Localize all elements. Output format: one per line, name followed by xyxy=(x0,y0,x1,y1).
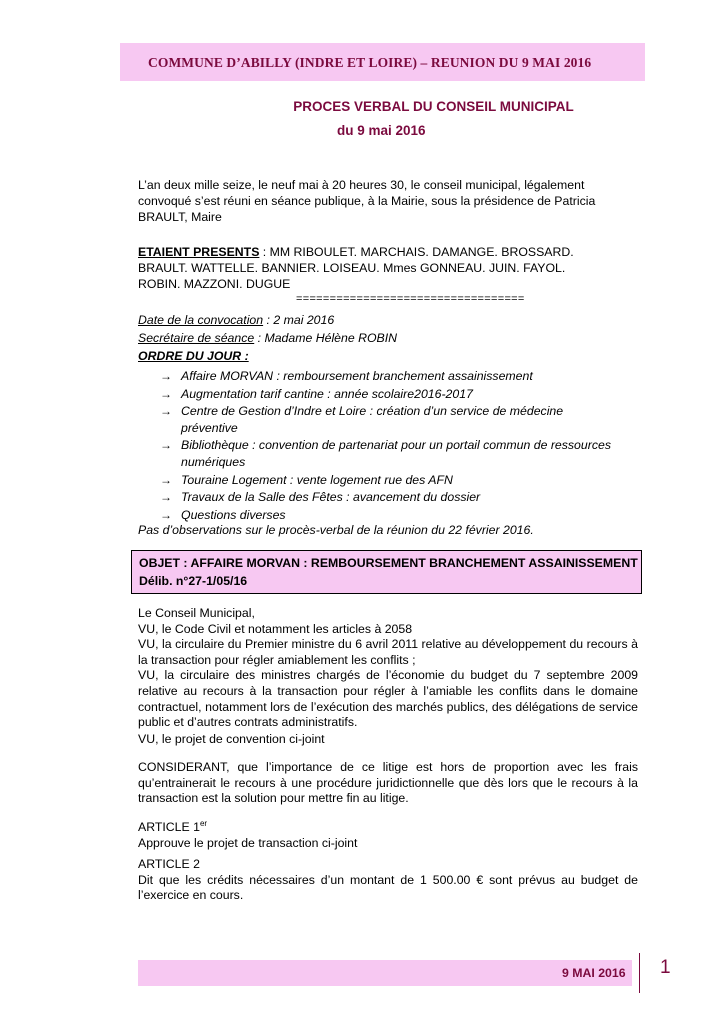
presents-label: ETAIENT PRESENTS xyxy=(138,245,260,259)
arrow-right-icon: → xyxy=(160,404,172,419)
arrow-right-icon: → xyxy=(160,438,172,453)
list-item: → Questions diverses xyxy=(160,507,286,522)
intro-paragraph: L’an deux mille seize, le neuf mai à 20 heures 30, le conseil municipal, légalement convoqué s’est réuni en séance publique, à la Mairie, sous la présidence de Patricia BRAULT, Maire xyxy=(138,178,596,225)
article-1 xyxy=(138,816,638,851)
convocation-line xyxy=(138,312,608,328)
arrow-right-icon: → xyxy=(160,490,172,505)
ordre-du-jour-label: ORDRE DU JOUR : xyxy=(138,349,249,363)
pv-date: du 9 mai 2016 xyxy=(337,123,426,138)
considerations-block xyxy=(138,606,638,731)
footer-date: 9 MAI 2016 xyxy=(562,966,626,980)
vu-convention: VU, le projet de convention ci-joint xyxy=(138,732,325,746)
convocation-value: : 2 mai 2016 xyxy=(263,313,335,327)
secretaire-label: Secrétaire de séance xyxy=(138,331,255,345)
article-1-heading: ARTICLE 1er xyxy=(138,819,208,835)
objet-title: OBJET : AFFAIRE MORVAN : REMBOURSEMENT BRANCHEMENT ASSAINISSEMENT xyxy=(139,556,638,570)
secretaire-value: : Madame Hélène ROBIN xyxy=(254,331,398,345)
presents-text: : MM RIBOULET. MARCHAIS. DAMANGE. BROSSARD. BRAULT. WATTELLE. BANNIER. LOISEAU. Mmes GONNEAU. JUIN. FAYOL. ROBIN. MAZZONI. DUGUE xyxy=(138,245,574,292)
arrow-right-icon: → xyxy=(160,472,172,487)
vu-line: VU, la circulaire du Premier ministre du 6 avril 2011 relative au développement du recours à la transaction pour régler amiablement les conflits ; xyxy=(138,637,638,667)
observations-text: Pas d’observations sur le procès-verbal de la réunion du 22 février 2016. xyxy=(138,523,534,537)
vu-line: VU, le Code Civil et notamment les articles à 2058 xyxy=(138,621,413,636)
deliberation-number: Délib. n°27-1/05/16 xyxy=(139,574,248,588)
list-item: → Touraine Logement : vente logement rue des AFN xyxy=(160,472,453,487)
arrow-right-icon: → xyxy=(160,369,172,383)
presents-paragraph xyxy=(138,244,608,293)
arrow-right-icon: → xyxy=(160,507,172,522)
list-item: → Centre de Gestion d’Indre et Loire : création d’un service de médecine préventive xyxy=(160,404,564,435)
footer-band xyxy=(138,960,632,986)
agenda-list xyxy=(160,368,620,524)
list-item: → Bibliothèque : convention de partenariat pour un portail commun de ressources numériques xyxy=(160,438,611,469)
article-2-heading: ARTICLE 2 xyxy=(138,857,200,871)
article-2 xyxy=(138,857,638,904)
list-item: → Augmentation tarif cantine : année scolaire2016-2017 xyxy=(160,386,473,401)
pv-title xyxy=(0,99,725,114)
secretaire-line xyxy=(138,330,608,346)
header-title: COMMUNE D’ABILLY (INDRE ET LOIRE) – REUNION DU 9 MAI 2016 xyxy=(148,55,592,70)
pv-title-text: PROCES VERBAL DU CONSEIL MUNICIPAL xyxy=(293,99,574,114)
objet-box xyxy=(131,550,642,594)
list-item: → Travaux de la Salle des Fêtes : avancement du dossier xyxy=(160,490,481,505)
conseil-line: Le Conseil Municipal, xyxy=(138,606,255,620)
article-1-text: Approuve le projet de transaction ci-joint xyxy=(138,835,358,850)
considerant-paragraph: CONSIDERANT, que l’importance de ce litige est hors de proportion avec les frais qu’entrainerait le recours à une procédure juridictionnelle que dès lors que le recours à la transaction est la solution pour mettre fin au litige. xyxy=(138,760,638,806)
footer-divider xyxy=(639,953,640,993)
arrow-right-icon: → xyxy=(160,386,172,401)
convocation-label: Date de la convocation xyxy=(138,313,264,327)
article-2-text: Dit que les crédits nécessaires d’un montant de 1 500.00 € sont prévus au budget de l’exercice en cours. xyxy=(138,872,638,903)
list-item: → Affaire MORVAN : remboursement branchement assainissement xyxy=(160,369,533,383)
separator: ================================== xyxy=(296,293,525,305)
page-number: 1 xyxy=(660,957,671,978)
vu-line: VU, la circulaire des ministres chargés de l’économie du budget du 7 septembre 2009 relative au recours à la transaction pour régler à l’amiable les conflits dans le domaine contractuel, notamment lors de l’exécution des marchés publics, des délégations de service public et d’autres contrats administratifs. xyxy=(138,668,638,730)
